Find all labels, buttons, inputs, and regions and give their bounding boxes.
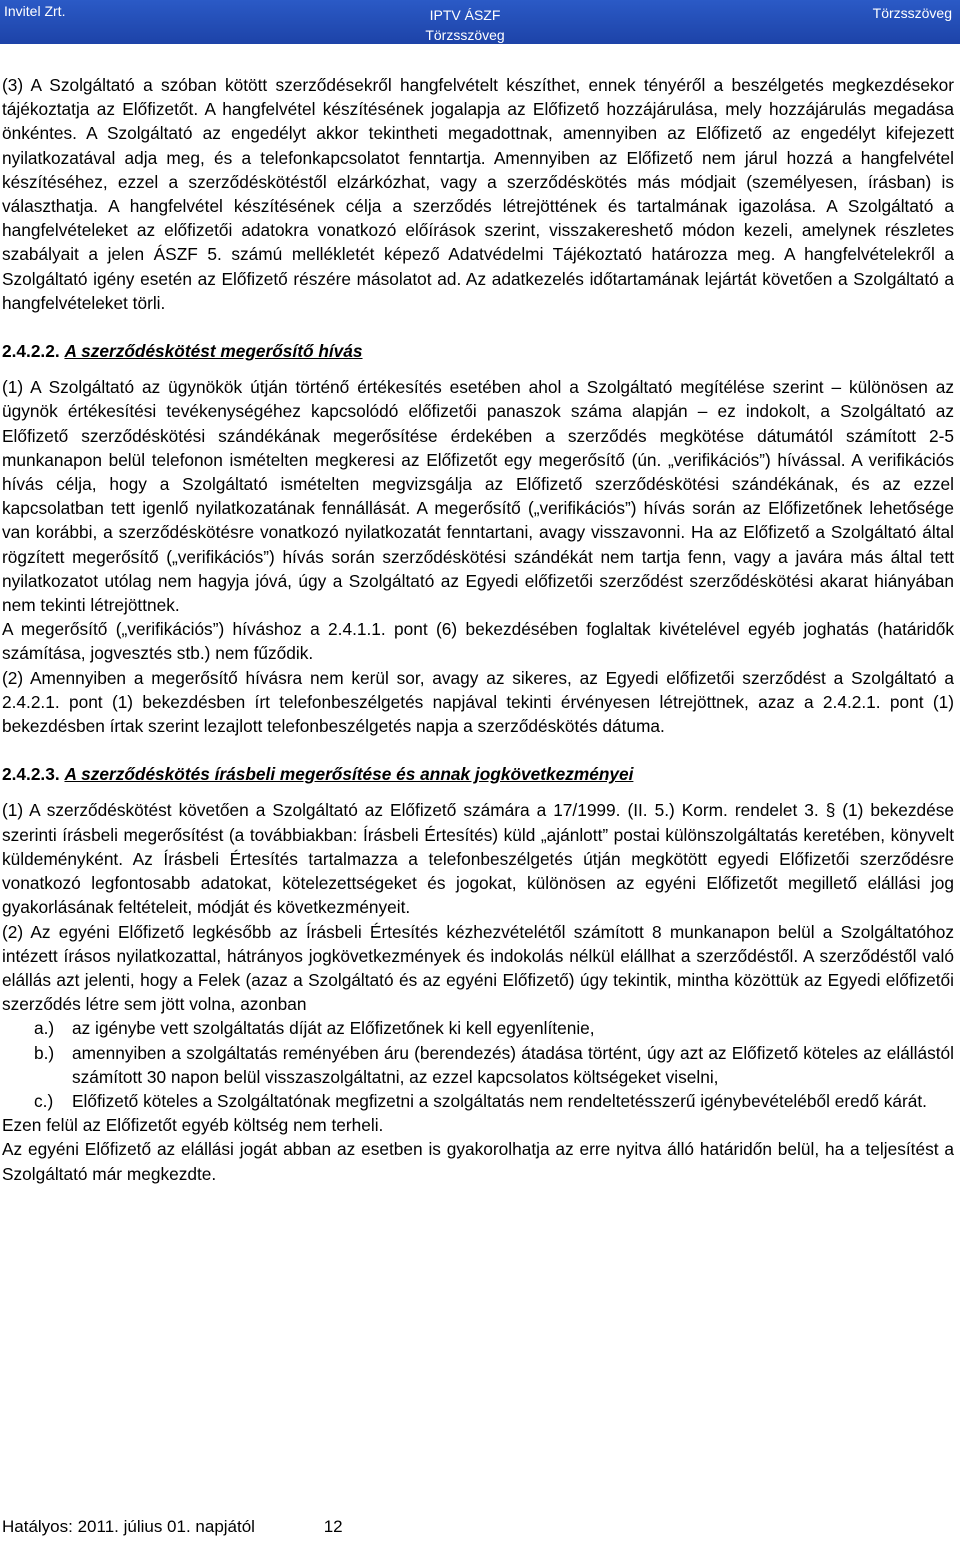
section-heading-2422 [2, 339, 954, 363]
list-marker: b.) [34, 1042, 55, 1063]
section-number: 2.4.2.3. [2, 764, 60, 785]
consequences-list [2, 1016, 954, 1113]
header-doc-subtitle: Törzsszöveg [425, 27, 505, 43]
header-company: Invitel Zrt. [4, 3, 66, 19]
list-marker: c.) [34, 1090, 54, 1111]
section-2423-paragraph: (2) Az egyéni Előfizető legkésőbb az Írásbeli Értesítés kézhezvételétől számított 8 munkanapon belül a Szolgáltatóhoz intézett írásos nyilatkozattal, hátrányos jogkövetkezmények és indokolás nélkül elállhat a szerződéstől. A szerződéstől való elállás azt jelenti, hogy a Felek (azaz a Szolgáltató és az egyéni Előfizető) úgy tekintik, mintha közöttük az Egyedi előfizetői szerződés létre sem jött volna, azonban [2, 921, 954, 1015]
section-title: A szerződéskötés írásbeli megerősítése és annak jogkövetkezményei [64, 764, 634, 785]
document-body [2, 73, 954, 1186]
section-2422-paragraph: A megerősítő („verifikációs”) híváshoz a 2.4.1.1. pont (6) bekezdésében foglaltak kivételével egyéb joghatás (határidők számítása, jogvesztés stb.) nem fűződik. [2, 619, 954, 664]
footer-effective-date: Hatályos: 2011. július 01. napjától [2, 1517, 255, 1536]
closing-paragraph: Ezen felül az Előfizetőt egyéb költség nem terheli. [2, 1115, 384, 1136]
header-center [0, 5, 930, 45]
header-doc-title: IPTV ÁSZF [429, 7, 501, 23]
section-heading-2423 [2, 762, 954, 786]
list-item-text: az igénybe vett szolgáltatás díját az Előfizetőnek ki kell egyenlítenie, [72, 1018, 595, 1039]
list-marker: a.) [34, 1018, 55, 1039]
section-title: A szerződéskötést megerősítő hívás [64, 341, 363, 362]
page-footer [2, 1517, 343, 1537]
section-2422-paragraph: (1) A Szolgáltató az ügynökök útján történő értékesítés esetében ahol a Szolgáltató megítélése szerint – különösen az ügynök értékesítési tevékenységéhez kapcsolódó előfizetői panaszok száma alapján – ez indokolt, a Szolgáltató az Előfizető szerződéskötési szándékának megerősítése érdekében a szerződés megkötése dátumától számított 2-5 munkanapon belül telefonon ismételten megkeresi az Előfizetőt egy megerősítő (ún. „verifikációs”) hívással. A verifikációs hívás célja, hogy a Szolgáltató ismételten megvizsgálja az Előfizető szerződéskötési szándékának, és az ezzel kapcsolatban tett igenlő nyilatkozatának fennállását. A megerősítő („verifikációs”) hívás során az Előfizetőnek lehetősége van korábbi, a szerződéskötésre vonatkozó nyilatkozatát fenntartani, avagy visszavonni. Ha az Előfizető a Szolgáltató által rögzített megerősítő („verifikációs”) hívás során szerződéskötési szándékát nem tartja fenn, vagy a javára más által tett nyilatkozatot utólag nem hagyja jóvá, úgy a Szolgáltató az Egyedi előfizetői szerződést szerződéskötési akarat hiányában nem tekinti létrejöttnek. [2, 377, 954, 616]
section-2422-paragraph: (2) Amennyiben a megerősítő hívásra nem kerül sor, avagy az sikeres, az Egyedi előfizetői szerződést a Szolgáltató a 2.4.2.1. pont (1) bekezdésben írt telefonbeszélgetés napjával tekinti érvényesen létrejöttnek, azaz a 2.4.2.1. pont (1) bekezdésben írtak szerint lezajlott telefonbeszélgetés napja a szerződéskötés dátuma. [2, 667, 954, 737]
closing-paragraph: Az egyéni Előfizető az elállási jogát abban az esetben is gyakorolhatja az erre nyitva álló határidőn belül, ha a teljesítést a Szolgáltató már megkezdte. [2, 1139, 954, 1184]
list-item [2, 1016, 954, 1040]
header-right-label: Törzsszöveg [872, 5, 952, 21]
list-item [2, 1041, 954, 1089]
page-header [0, 0, 960, 44]
paragraph-3: (3) A Szolgáltató a szóban kötött szerződésekről hangfelvételt készíthet, ennek tényéről a beszélgetés megkezdésekor tájékoztatja az Előfizetőt. A hangfelvétel készítésének jogalapja az Előfizető hozzájárulása, mely hozzájárulás megadása önkéntes. A Szolgáltató az engedélyt akkor tekintheti megadottnak, amennyiben az Előfizető az engedélyt kifejezett nyilatkozatával adja meg, és a telefonkapcsolatot fenntartja. Amennyiben az Előfizető nem járul hozzá a hangfelvétel készítéséhez, ezzel a szerződéskötéstől elzárkózhat, vagy a szerződéskötés más módjait (személyesen, írásban) is választhatja. A hangfelvétel készítésének célja a szerződés létrejöttének és tartalmának igazolása. A Szolgáltató a hangfelvételeket az előfizetői adatokra vonatkozó előírások szerint, visszakereshető módon kezeli, amelynek részletes szabályait a jelen ÁSZF 5. számú mellékletét képező Adatvédelmi Tájékoztató határozza meg. A hangfelvételekről a Szolgáltató igény esetén az Előfizető részére másolatot ad. Az adatkezelés időtartamának lejártát követően a Szolgáltató a hangfelvételeket törli. [2, 75, 954, 313]
section-number: 2.4.2.2. [2, 341, 60, 362]
list-item-text: Előfizető köteles a Szolgáltatónak megfizetni a szolgáltatás nem rendeltetésszerű igénybevételéből eredő kárát. [72, 1090, 927, 1111]
page-number: 12 [323, 1517, 343, 1536]
section-2423-paragraph: (1) A szerződéskötést követően a Szolgáltató az Előfizető számára a 17/1999. (II. 5.) Korm. rendelet 3. § (1) bekezdése szerinti írásbeli megerősítést (a továbbiakban: Írásbeli Értesítés) küld „ajánlott” postai különszolgáltatás keretében, könyvelt küldeményként. Az Írásbeli Értesítés tartalmazza a telefonbeszélgetés útján megkötött egyedi Előfizetői szerződésre vonatkozó legfontosabb adatokat, kötelezettségeket és jogokat, különösen az egyéni Előfizetőt megillető elállási jog gyakorlásának feltételeit, módját és következményeit. [2, 800, 954, 918]
list-item [2, 1089, 954, 1113]
list-item-text: amennyiben a szolgáltatás reményében áru (berendezés) átadása történt, úgy azt az Előfizető köteles az elállástól számított 30 napon belül visszaszolgáltatni, az ezzel kapcsolatos költségeket viselni, [72, 1042, 954, 1087]
